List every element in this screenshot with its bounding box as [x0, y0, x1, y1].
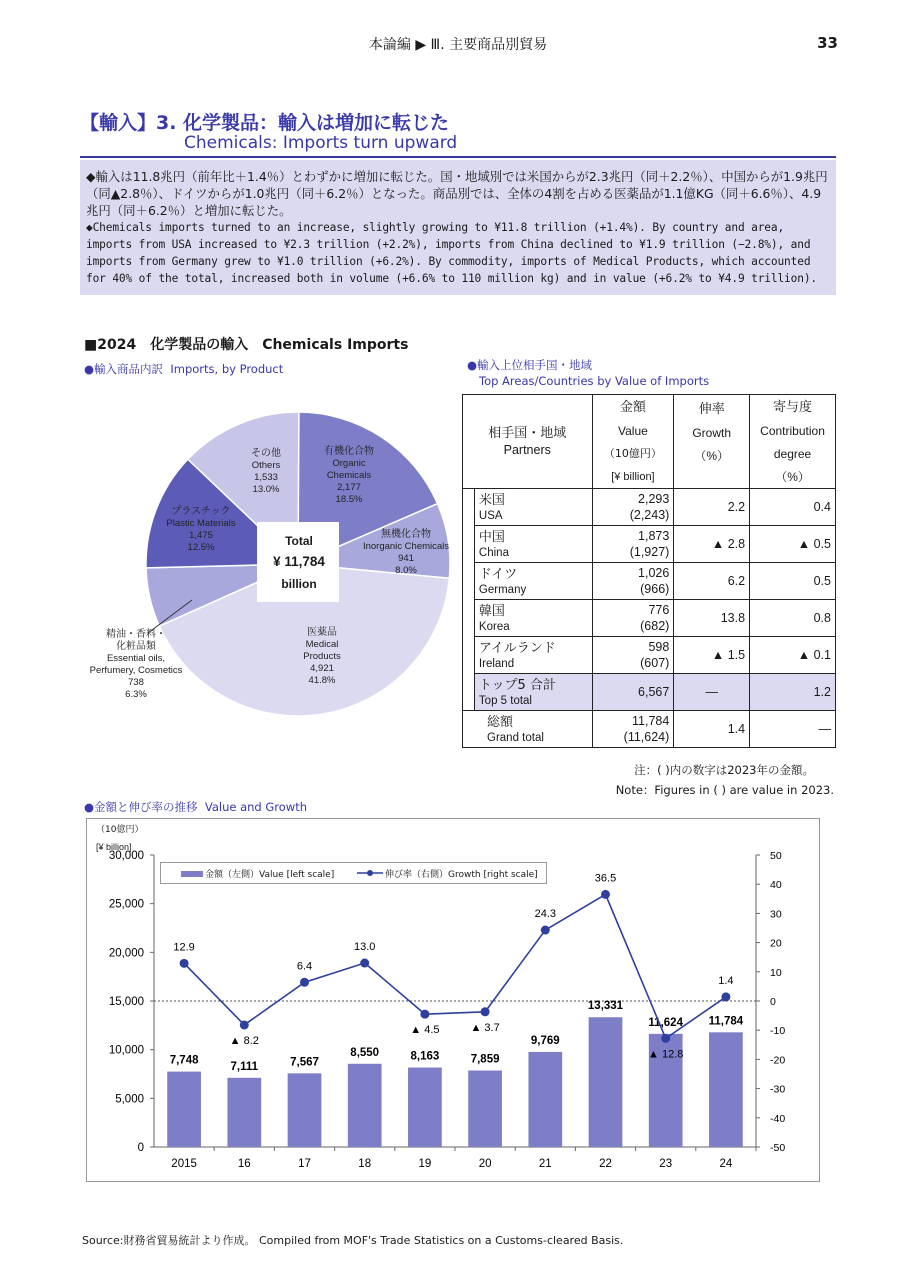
title-divider: [80, 156, 836, 158]
pie-label-plastic: [158, 506, 244, 554]
x-tick-label: 19: [418, 1158, 432, 1170]
right-tick-label: -40: [770, 1112, 786, 1125]
partner-name-jp: ドイツ: [478, 566, 518, 582]
partner-contrib: ▲ 0.1: [750, 637, 836, 674]
top5-jp: トップ5 合計: [478, 677, 556, 693]
partner-value-cell: [592, 600, 674, 637]
header-contrib-en2: degree: [773, 446, 812, 461]
table-row: [463, 526, 836, 563]
chart-bar: [408, 1068, 442, 1147]
growth-value-label: 36.5: [594, 872, 617, 885]
x-tick-label: 21: [538, 1158, 552, 1170]
page-header: [0, 34, 916, 56]
pie-label-en: Inorganic Chemicals: [362, 541, 450, 552]
top5-value: 6,567: [592, 674, 674, 711]
pie-label-jp: プラスチック: [171, 506, 231, 517]
growth-point: [481, 1007, 490, 1016]
header-growth-jp: 伸率: [698, 402, 725, 417]
pie-label-pct: 6.3%: [125, 689, 147, 700]
pie-label-jp: 無機化合物: [381, 529, 431, 540]
partner-name-en: USA: [478, 509, 503, 522]
page-title-jp: 【輸入】3. 化学製品：輸入は増加に転じた: [80, 112, 450, 134]
indent-cell: [463, 526, 475, 563]
chart-unit-en: [¥ billion]: [96, 842, 132, 852]
left-tick-label: 25,000: [108, 898, 144, 911]
partner-name-en: Korea: [478, 620, 510, 633]
x-tick-label: 22: [599, 1158, 612, 1170]
partner-contrib: ▲ 0.5: [750, 526, 836, 563]
pie-subtitle: [84, 361, 283, 377]
pie-label-inorganic: [358, 529, 454, 577]
partner-prev-value: (607): [640, 656, 670, 670]
left-tick-label: 30,000: [108, 850, 144, 862]
page-title-en: Chemicals: Imports turn upward: [184, 133, 458, 153]
partner-value: 2,293: [638, 492, 670, 506]
partner-value: 1,026: [638, 566, 670, 580]
header-partners-en: Partners: [503, 442, 551, 457]
right-tick-label: 20: [770, 937, 782, 950]
header-contrib: [750, 395, 836, 489]
pie-total-unit: billion: [281, 577, 317, 591]
partner-value-cell: [592, 563, 674, 600]
growth-point: [180, 959, 189, 968]
growth-point: [240, 1020, 249, 1029]
partner-contrib: 0.5: [750, 563, 836, 600]
pie-label-others: [236, 448, 296, 496]
header-partners: [463, 395, 593, 489]
right-tick-label: -50: [770, 1142, 786, 1154]
partner-growth: 2.2: [674, 489, 750, 526]
summary-box: [80, 160, 836, 295]
partner-name-en: Germany: [478, 583, 527, 596]
growth-value-label: ▲ 4.5: [410, 1024, 440, 1037]
indent-cell: [463, 674, 475, 711]
left-tick-label: 15,000: [108, 996, 144, 1008]
summary-jp: ◆輸入は11.8兆円（前年比＋1.4％）とわずかに増加に転じた。国・地域別では米国からが2.3兆円（同＋2.2％）、中国からが1.9兆円（同▲2.8％）、ドイツからが1.0兆円（同＋6.2％）となった。商品別では、全体の4割を占める医薬品が1.1億KG（同＋6.6％）、4.9兆円（同＋6.2％）と増加に転じた。: [86, 169, 828, 218]
table-row: [463, 489, 836, 526]
right-tick-label: -30: [770, 1083, 786, 1096]
page-number: 33: [817, 34, 838, 52]
total-jp: 総額: [487, 714, 514, 730]
growth-point: [661, 1034, 670, 1043]
legend-line-swatch: [357, 867, 383, 879]
partner-value-cell: [592, 637, 674, 674]
legend-bar-swatch: [181, 871, 203, 877]
partner-name-jp: アイルランド: [478, 640, 556, 656]
pie-center-label: [259, 533, 339, 593]
partner-value: 776: [648, 603, 670, 617]
header-value: [592, 395, 674, 489]
section-title: ■2024 化学製品の輸入 Chemicals Imports: [84, 337, 409, 353]
right-tick-label: 40: [770, 879, 782, 892]
table-row: [463, 563, 836, 600]
partner-name: [474, 637, 592, 674]
growth-value-label: 13.0: [353, 941, 376, 954]
partner-growth: ▲ 2.8: [674, 526, 750, 563]
total-growth: 1.4: [674, 711, 750, 748]
source-note: Source:財務省貿易統計より作成。 Compiled from MOF's Trade Statistics on a Customs-cleared Basis.: [82, 1234, 624, 1247]
partner-name-en: Ireland: [478, 657, 515, 670]
table-header-row: [463, 395, 836, 489]
partner-name: [474, 563, 592, 600]
growth-point: [360, 959, 369, 968]
bar-value-label: 7,111: [230, 1060, 259, 1073]
bar-value-label: 7,567: [290, 1056, 319, 1069]
left-tick-label: 0: [137, 1142, 144, 1154]
chart-unit-jp: （10億円）: [96, 825, 144, 835]
pie-total-value: ¥ 11,784: [273, 554, 325, 569]
pie-label-en: Medical Products: [303, 639, 341, 662]
value-growth-chart: [86, 845, 820, 1177]
pie-label-en: Others: [251, 460, 281, 471]
growth-point: [601, 890, 610, 899]
pie-label-organic: [308, 446, 390, 506]
pie-subtitle-jp: ●輸入商品内訳: [84, 362, 164, 376]
section-heading: 本論編 ▶ Ⅲ. 主要商品別貿易: [368, 37, 548, 53]
bar-value-label: 8,163: [410, 1050, 440, 1063]
bar-value-label: 7,748: [169, 1054, 199, 1067]
left-tick-label: 20,000: [108, 947, 144, 960]
indent-cell: [463, 489, 475, 526]
chart-subtitle-en: Value and Growth: [204, 800, 308, 814]
partner-value: 1,873: [638, 529, 670, 543]
pie-label-pct: 12.5%: [187, 542, 215, 553]
partners-subtitle-en: Top Areas/Countries by Value of Imports: [479, 374, 710, 388]
table-row-top5: [463, 674, 836, 711]
partner-value-cell: [592, 489, 674, 526]
pie-label-value: 1,533: [254, 472, 278, 483]
pie-total-label: Total: [285, 534, 313, 548]
left-tick-label: 10,000: [108, 1044, 144, 1057]
partner-prev-value: (682): [640, 619, 670, 633]
partner-contrib: 0.8: [750, 600, 836, 637]
partner-value: 598: [648, 640, 670, 654]
partner-growth: 13.8: [674, 600, 750, 637]
note-en: Note：Figures in ( ) are value in 2023.: [615, 783, 834, 797]
header-value-en: Value: [618, 423, 648, 438]
chart-bar: [227, 1078, 261, 1147]
partners-subtitle-jp: ●輸入上位相手国・地域: [467, 358, 593, 372]
bar-value-label: 9,769: [530, 1034, 560, 1047]
header-contrib-unit: （%）: [775, 469, 810, 484]
pie-label-pct: 41.8%: [308, 675, 336, 686]
right-tick-label: 30: [770, 908, 782, 921]
pie-label-jp: その他: [251, 448, 281, 459]
growth-value-label: 6.4: [296, 960, 313, 973]
bar-value-label: 8,550: [350, 1046, 380, 1059]
pie-label-jp: 医薬品: [307, 627, 337, 638]
summary-en: ◆Chemicals imports turned to an increase, slightly growing to ¥11.8 trillion (+1.4%). By country and area, imports from USA increased to ¥2.3 trillion (+2.2%), imports from China declined to ¥1.9 trillion (−2.8%), and imports from Germany grew to ¥1.0 trillion (+6.2%). By commodity, imports of Medical Products, which accounted for 40% of the total, increased both in volume (+6.6% to 110 million kg) and in value (+6.2% to ¥4.9 trillion).: [86, 221, 817, 285]
bar-value-label: 7,859: [470, 1053, 500, 1066]
partner-name-jp: 米国: [478, 492, 505, 508]
chart-subtitle-jp: ●金額と伸び率の推移: [84, 800, 198, 814]
pie-label-value: 738: [128, 677, 144, 688]
bar-value-label: 11,784: [708, 1015, 744, 1028]
x-tick-label: 16: [237, 1158, 251, 1170]
partner-name: [474, 489, 592, 526]
header-growth: [674, 395, 750, 489]
header-contrib-jp: 寄与度: [773, 399, 813, 415]
note-jp: 注：( )内の数字は2023年の金額。: [634, 763, 814, 777]
growth-point: [721, 992, 730, 1001]
x-tick-label: 18: [358, 1158, 372, 1170]
growth-value-label: 12.9: [173, 941, 195, 954]
pie-label-en: Organic Chemicals: [326, 458, 372, 481]
right-tick-label: 50: [770, 850, 782, 862]
right-tick-label: -10: [770, 1025, 786, 1038]
header-growth-unit: （%）: [694, 449, 730, 463]
chart-bar: [528, 1052, 562, 1147]
bar-value-label: 13,331: [587, 1000, 624, 1013]
header-value-jp: 金額: [619, 399, 646, 415]
partner-name: [474, 526, 592, 563]
total-en: Grand total: [487, 731, 544, 744]
total-value-cell: [592, 711, 674, 748]
pie-label-en: Plastic Materials: [166, 518, 236, 529]
x-tick-label: 2015: [171, 1158, 197, 1170]
partner-growth: 6.2: [674, 563, 750, 600]
chart-bar: [468, 1071, 502, 1147]
top5-contrib: 1.2: [750, 674, 836, 711]
table-note: [480, 760, 834, 800]
bar-value-label: 11,624: [648, 1016, 683, 1029]
header-value-unit: （10億円）: [603, 446, 662, 460]
header-partners-jp: 相手国・地域: [488, 425, 567, 441]
partner-contrib: 0.4: [750, 489, 836, 526]
header-contrib-en: Contribution: [760, 423, 825, 438]
partner-name: [474, 600, 592, 637]
growth-point: [300, 978, 309, 987]
partner-prev-value: (2,243): [629, 508, 670, 522]
pie-label-en: Essential oils, Perfumery, Cosmetics: [89, 653, 183, 676]
x-tick-label: 17: [298, 1158, 311, 1170]
pie-label-value: 1,475: [189, 530, 213, 541]
x-tick-label: 20: [478, 1158, 492, 1170]
partners-table: [462, 394, 836, 748]
top5-name: [474, 674, 592, 711]
pie-subtitle-en: Imports, by Product: [170, 362, 284, 376]
partner-growth: ▲ 1.5: [674, 637, 750, 674]
total-contrib: ―: [750, 711, 836, 748]
partners-subtitle: [467, 357, 709, 389]
chart-bar: [348, 1064, 382, 1147]
header-value-unit-en: [¥ billion]: [611, 470, 655, 483]
growth-value-label: ▲ 8.2: [229, 1034, 259, 1047]
left-tick-label: 5,000: [115, 1093, 144, 1106]
pie-label-pct: 8.0%: [395, 565, 417, 576]
growth-value-label: ▲ 12.8: [648, 1048, 684, 1061]
right-tick-label: 0: [770, 996, 776, 1008]
top5-growth: ―: [674, 674, 750, 711]
indent-cell: [463, 600, 475, 637]
chart-legend: [160, 862, 547, 884]
total-value: 11,784: [632, 714, 670, 728]
table-row: [463, 637, 836, 674]
partner-value-cell: [592, 526, 674, 563]
pie-label-medical: [282, 627, 362, 687]
table-row-total: [463, 711, 836, 748]
chart-subtitle: [84, 799, 307, 815]
x-tick-label: 24: [719, 1158, 733, 1170]
pie-label-value: 2,177: [337, 482, 361, 493]
indent-cell: [463, 563, 475, 600]
pie-label-jp: 精油・香料・化粧品類: [106, 629, 166, 652]
legend-line-label: 伸び率（右側）Growth [right scale]: [385, 870, 538, 880]
pie-label-value: 4,921: [310, 663, 334, 674]
right-tick-label: -20: [770, 1054, 786, 1067]
header-growth-en: Growth: [692, 426, 732, 440]
pie-label-value: 941: [398, 553, 414, 564]
chart-bar: [589, 1017, 623, 1147]
table-row: [463, 600, 836, 637]
partner-prev-value: (1,927): [629, 545, 670, 559]
pie-label-pct: 13.0%: [252, 484, 280, 495]
indent-cell: [463, 637, 475, 674]
partner-name-en: China: [478, 546, 509, 559]
pie-label-pct: 18.5%: [335, 494, 363, 505]
partner-prev-value: (966): [640, 582, 670, 596]
top5-en: Top 5 total: [478, 694, 532, 707]
legend-bar-label: 金額（左側）Value [left scale]: [205, 870, 335, 880]
growth-value-label: 24.3: [534, 908, 557, 921]
pie-label-essential: [82, 629, 190, 701]
x-tick-label: 23: [659, 1158, 673, 1170]
growth-value-label: 1.4: [718, 974, 734, 987]
growth-point: [541, 926, 550, 935]
chart-bar: [288, 1073, 322, 1147]
growth-point: [420, 1010, 429, 1019]
chart-bar: [709, 1032, 743, 1147]
chart-bar: [167, 1072, 201, 1147]
growth-line: [184, 894, 726, 1038]
growth-value-label: ▲ 3.7: [470, 1021, 500, 1034]
total-name: [463, 711, 593, 748]
partner-name-jp: 韓国: [478, 603, 505, 619]
total-prev: (11,624): [623, 730, 670, 744]
right-tick-label: 10: [770, 966, 782, 979]
pie-label-jp: 有機化合物: [324, 446, 374, 457]
partner-name-jp: 中国: [478, 529, 505, 545]
